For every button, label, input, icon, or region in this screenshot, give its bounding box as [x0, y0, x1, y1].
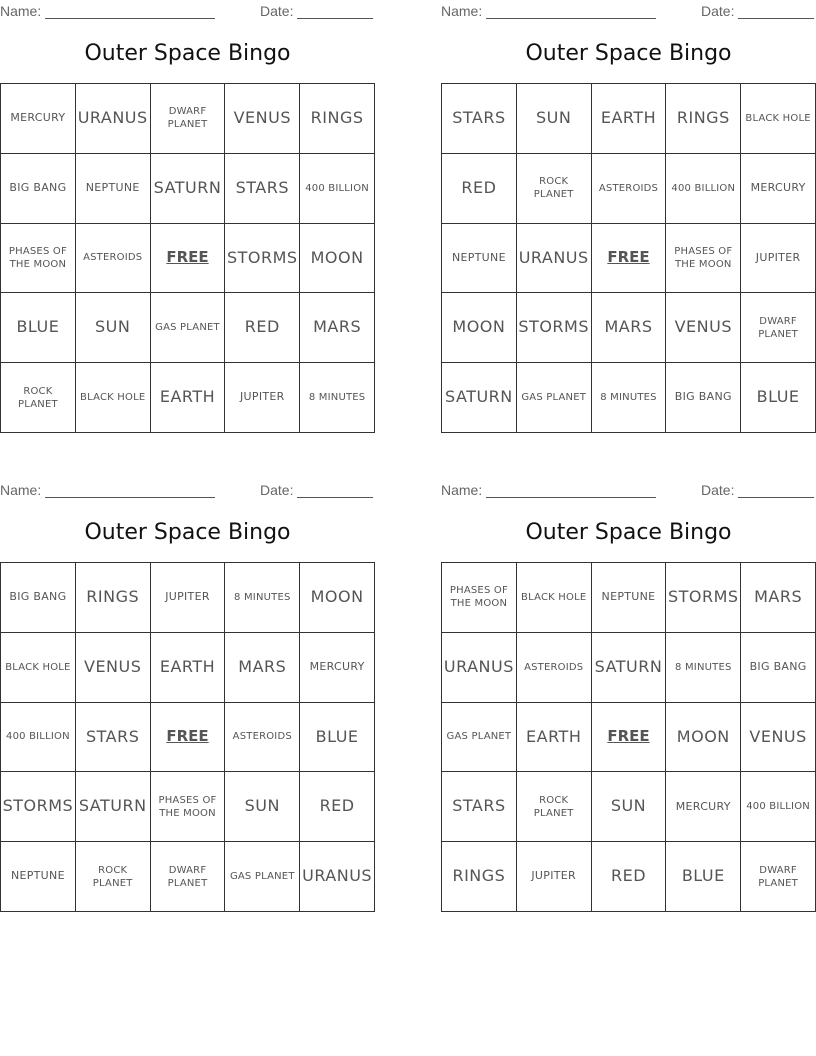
- bingo-cell[interactable]: 400 BILLION: [300, 154, 375, 224]
- bingo-cell[interactable]: SUN: [592, 772, 667, 842]
- bingo-cell[interactable]: BLACK HOLE: [76, 363, 151, 433]
- bingo-cell[interactable]: EARTH: [151, 633, 226, 703]
- name-field[interactable]: [441, 3, 656, 19]
- bingo-cell[interactable]: URANUS: [517, 224, 592, 294]
- bingo-cell[interactable]: VENUS: [741, 703, 816, 773]
- bingo-cell[interactable]: STARS: [225, 154, 300, 224]
- bingo-cell[interactable]: BLACK HOLE: [1, 633, 76, 703]
- bingo-cell[interactable]: NEPTUNE: [76, 154, 151, 224]
- bingo-cell[interactable]: NEPTUNE: [592, 563, 667, 633]
- bingo-card-2: [441, 0, 816, 407]
- date-label: Date:: [701, 482, 735, 498]
- name-field[interactable]: [0, 482, 215, 498]
- bingo-cell[interactable]: SUN: [76, 293, 151, 363]
- name-label: Name:: [0, 3, 42, 19]
- bingo-cell[interactable]: BLACK HOLE: [517, 563, 592, 633]
- bingo-cell[interactable]: STARS: [76, 703, 151, 773]
- bingo-cell[interactable]: RED: [442, 154, 517, 224]
- bingo-cell[interactable]: GAS PLANET: [225, 842, 300, 912]
- bingo-cell[interactable]: BLUE: [666, 842, 741, 912]
- card-title: Outer Space Bingo: [84, 41, 291, 66]
- bingo-cell[interactable]: EARTH: [592, 84, 667, 154]
- bingo-cell[interactable]: EARTH: [151, 363, 226, 433]
- bingo-grid: [441, 562, 816, 912]
- bingo-cell[interactable]: SATURN: [592, 633, 667, 703]
- bingo-cell[interactable]: MARS: [592, 293, 667, 363]
- card-title: Outer Space Bingo: [525, 520, 732, 545]
- bingo-cell[interactable]: DWARF PLANET: [151, 842, 226, 912]
- name-field[interactable]: [0, 3, 215, 19]
- bingo-cell[interactable]: 8 MINUTES: [225, 563, 300, 633]
- bingo-cell[interactable]: BLUE: [741, 363, 816, 433]
- bingo-grid: [441, 83, 816, 433]
- bingo-card-4: [441, 479, 816, 889]
- bingo-cell[interactable]: ASTEROIDS: [225, 703, 300, 773]
- bingo-cell[interactable]: 400 BILLION: [666, 154, 741, 224]
- bingo-cell[interactable]: 8 MINUTES: [300, 363, 375, 433]
- bingo-cell[interactable]: NEPTUNE: [1, 842, 76, 912]
- name-line: [45, 6, 215, 19]
- free-space-cell[interactable]: FREE: [151, 703, 226, 773]
- free-space-cell[interactable]: FREE: [592, 224, 667, 294]
- bingo-cell[interactable]: SUN: [225, 772, 300, 842]
- bingo-cell[interactable]: STORMS: [517, 293, 592, 363]
- name-field[interactable]: [441, 482, 656, 498]
- bingo-cell[interactable]: JUPITER: [741, 224, 816, 294]
- bingo-cell[interactable]: MERCURY: [300, 633, 375, 703]
- bingo-cell[interactable]: URANUS: [76, 84, 151, 154]
- bingo-cell[interactable]: SUN: [517, 84, 592, 154]
- name-line: [486, 6, 656, 19]
- date-line: [297, 6, 373, 19]
- card-header: [0, 0, 375, 22]
- bingo-cell[interactable]: EARTH: [517, 703, 592, 773]
- bingo-cell[interactable]: DWARF PLANET: [741, 842, 816, 912]
- bingo-cell[interactable]: ROCK PLANET: [76, 842, 151, 912]
- bingo-cell[interactable]: STORMS: [1, 772, 76, 842]
- free-space-cell[interactable]: FREE: [151, 224, 226, 294]
- bingo-cell[interactable]: JUPITER: [151, 563, 226, 633]
- bingo-cell[interactable]: DWARF PLANET: [741, 293, 816, 363]
- bingo-cell[interactable]: STARS: [442, 772, 517, 842]
- date-line: [738, 6, 814, 19]
- name-label: Name:: [0, 482, 42, 498]
- date-label: Date:: [260, 482, 294, 498]
- name-label: Name:: [441, 3, 483, 19]
- bingo-cell[interactable]: RED: [225, 293, 300, 363]
- bingo-cell[interactable]: MERCURY: [666, 772, 741, 842]
- bingo-grid: [0, 83, 375, 433]
- bingo-cell[interactable]: GAS PLANET: [151, 293, 226, 363]
- bingo-cell[interactable]: 8 MINUTES: [592, 363, 667, 433]
- bingo-cell[interactable]: BLUE: [300, 703, 375, 773]
- bingo-cell[interactable]: BLACK HOLE: [741, 84, 816, 154]
- bingo-cell[interactable]: BIG BANG: [666, 363, 741, 433]
- bingo-cell[interactable]: VENUS: [76, 633, 151, 703]
- bingo-cell[interactable]: RINGS: [442, 842, 517, 912]
- bingo-cell[interactable]: STORMS: [225, 224, 300, 294]
- bingo-cell[interactable]: 400 BILLION: [1, 703, 76, 773]
- date-field[interactable]: [260, 482, 373, 498]
- bingo-cell[interactable]: ROCK PLANET: [517, 154, 592, 224]
- bingo-cell[interactable]: PHASES OF THE MOON: [666, 224, 741, 294]
- date-label: Date:: [260, 3, 294, 19]
- bingo-cell[interactable]: GAS PLANET: [517, 363, 592, 433]
- bingo-cell[interactable]: SATURN: [442, 363, 517, 433]
- bingo-grid: [0, 562, 375, 912]
- bingo-cell[interactable]: ASTEROIDS: [517, 633, 592, 703]
- bingo-cell[interactable]: ASTEROIDS: [592, 154, 667, 224]
- bingo-cell[interactable]: RED: [592, 842, 667, 912]
- name-line: [45, 485, 215, 498]
- card-header: [441, 0, 816, 22]
- bingo-cell[interactable]: PHASES OF THE MOON: [1, 224, 76, 294]
- date-label: Date:: [701, 3, 735, 19]
- bingo-cell[interactable]: VENUS: [225, 84, 300, 154]
- free-space-cell[interactable]: FREE: [592, 703, 667, 773]
- bingo-cell[interactable]: 8 MINUTES: [666, 633, 741, 703]
- card-header: [441, 479, 816, 501]
- card-title: Outer Space Bingo: [84, 520, 291, 545]
- bingo-cell[interactable]: MERCURY: [741, 154, 816, 224]
- bingo-cell[interactable]: MOON: [300, 563, 375, 633]
- bingo-cell[interactable]: MOON: [300, 224, 375, 294]
- date-line: [297, 485, 373, 498]
- bingo-cell[interactable]: MARS: [300, 293, 375, 363]
- bingo-cell[interactable]: BIG BANG: [1, 563, 76, 633]
- bingo-cell[interactable]: BIG BANG: [741, 633, 816, 703]
- bingo-cell[interactable]: DWARF PLANET: [151, 84, 226, 154]
- bingo-cell[interactable]: JUPITER: [517, 842, 592, 912]
- bingo-cell[interactable]: STORMS: [666, 563, 741, 633]
- bingo-cell[interactable]: URANUS: [300, 842, 375, 912]
- bingo-cell[interactable]: BLUE: [1, 293, 76, 363]
- date-field[interactable]: [701, 3, 814, 19]
- bingo-cell[interactable]: PHASES OF THE MOON: [442, 563, 517, 633]
- bingo-cell[interactable]: BIG BANG: [1, 154, 76, 224]
- bingo-cell[interactable]: SATURN: [76, 772, 151, 842]
- bingo-cell[interactable]: GAS PLANET: [442, 703, 517, 773]
- bingo-cell[interactable]: MARS: [225, 633, 300, 703]
- bingo-cell[interactable]: RINGS: [76, 563, 151, 633]
- bingo-cell[interactable]: NEPTUNE: [442, 224, 517, 294]
- bingo-cell[interactable]: MOON: [666, 703, 741, 773]
- bingo-cell[interactable]: RINGS: [300, 84, 375, 154]
- bingo-cell[interactable]: 400 BILLION: [741, 772, 816, 842]
- bingo-cell[interactable]: STARS: [442, 84, 517, 154]
- bingo-card-1: [0, 0, 375, 410]
- bingo-cell[interactable]: MOON: [442, 293, 517, 363]
- date-field[interactable]: [260, 3, 373, 19]
- date-line: [738, 485, 814, 498]
- bingo-cell[interactable]: RED: [300, 772, 375, 842]
- date-field[interactable]: [701, 482, 814, 498]
- bingo-cell[interactable]: ROCK PLANET: [1, 363, 76, 433]
- bingo-cell[interactable]: MERCURY: [1, 84, 76, 154]
- name-label: Name:: [441, 482, 483, 498]
- card-title: Outer Space Bingo: [525, 41, 732, 66]
- bingo-cell[interactable]: VENUS: [666, 293, 741, 363]
- bingo-card-3: [0, 479, 375, 889]
- bingo-cell[interactable]: URANUS: [442, 633, 517, 703]
- card-header: [0, 479, 375, 501]
- bingo-cell[interactable]: RINGS: [666, 84, 741, 154]
- bingo-cell[interactable]: JUPITER: [225, 363, 300, 433]
- bingo-cell[interactable]: PHASES OF THE MOON: [151, 772, 226, 842]
- bingo-cell[interactable]: ASTEROIDS: [76, 224, 151, 294]
- bingo-cell[interactable]: MARS: [741, 563, 816, 633]
- bingo-cell[interactable]: ROCK PLANET: [517, 772, 592, 842]
- bingo-cell[interactable]: SATURN: [151, 154, 226, 224]
- name-line: [486, 485, 656, 498]
